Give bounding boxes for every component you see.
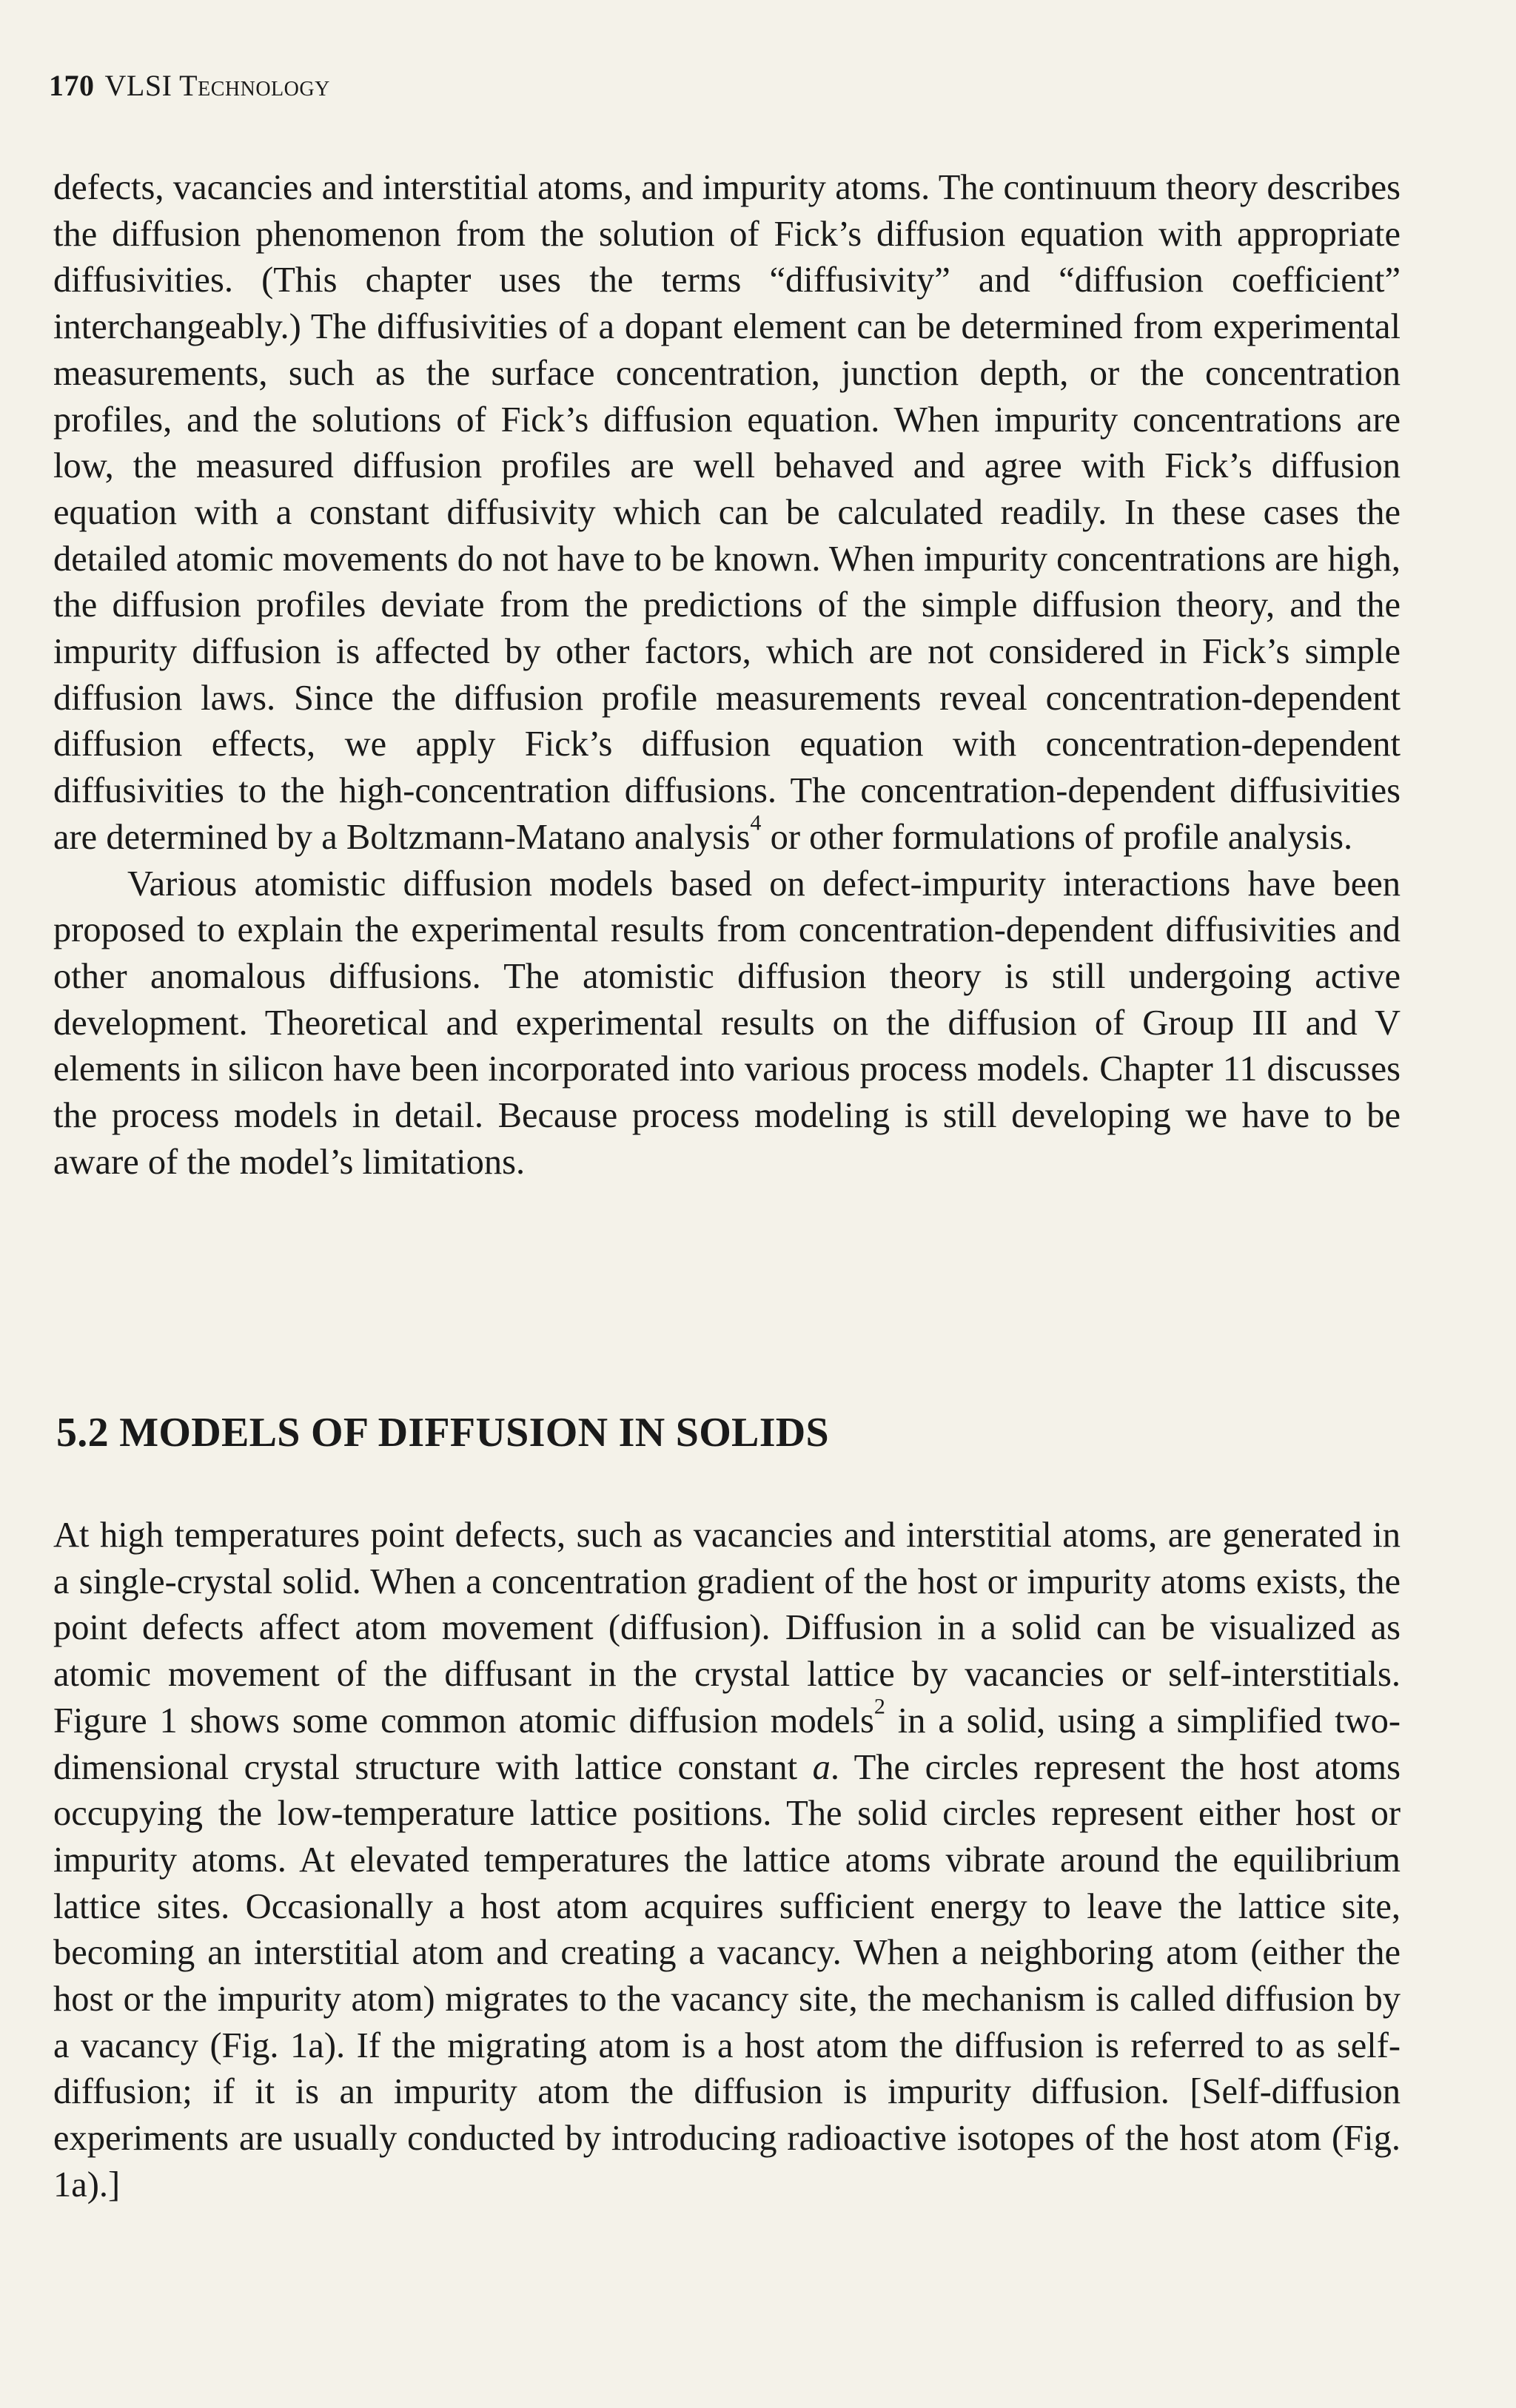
page-number: 170 <box>49 69 95 102</box>
section-text-block <box>53 1513 1401 2209</box>
section-paragraph-1-text: At high temperatures point defects, such as vacancies and interstitial atoms, are generated in a single-crystal solid. When a concentration gradient of the host or impurity atoms exists, the point defects affect atom movement (diffusion). Diffusion in a solid can be visualized as atomic movement of the diffusant in the crystal lattice by vacancies or self-interstitials. Figure 1 shows some common atomic diffusion models <box>53 1516 1401 1741</box>
footnote-ref-4: 4 <box>750 810 762 835</box>
section-paragraph-1-tail: . The circles represent the host atoms occupying the low-temperature lattice positions. The solid circles represent either host or impurity atoms. At elevated temperatures the lattice atoms vibrate around the equilibrium lattice sites. Occasionally a host atom acquires sufficient energy to leave the lattice site, becoming an interstitial atom and creating a vacancy. When a neighboring atom (either the host or the impurity atom) migrates to the vacancy site, the mechanism is called diffusion by a vacancy (Fig. 1a). If the migrating atom is a host atom the diffusion is referred to as self-diffusion; if it is an impurity atom the diffusion is impurity diffusion. [Self-diffusion experiments are usually conducted by introducing radioactive isotopes of the host atom (Fig. 1a).] <box>53 1747 1401 2204</box>
book-title: VLSI Technology <box>104 69 330 102</box>
intro-text-block <box>53 165 1401 1185</box>
section-heading: 5.2 MODELS OF DIFFUSION IN SOLIDS <box>56 1410 829 1456</box>
lattice-constant-symbol: a <box>812 1747 831 1787</box>
intro-paragraph-1 <box>53 165 1401 861</box>
running-head <box>49 68 330 103</box>
intro-paragraph-1-text: defects, vacancies and interstitial atoms, and impurity atoms. The continuum theory describes the diffusion phenomenon from the solution of Fick’s diffusion equation with appropriate diffusivities. (This chapter uses the terms “diffusivity” and “diffusion coefficient” interchangeably.) The diffusivities of a dopant element can be determined from experimental measurements, such as the surface concentration, junction depth, or the concentration profiles, and the solutions of Fick’s diffusion equation. When impurity concentrations are low, the measured diffusion profiles are well behaved and agree with Fick’s diffusion equation with a constant diffusivity which can be calculated readily. In these cases the detailed atomic movements do not have to be known. When impurity concentrations are high, the diffusion profiles deviate from the predictions of the simple diffusion theory, and the impurity diffusion is affected by other factors, which are not considered in Fick’s simple diffusion laws. Since the diffusion profile measurements reveal concentration-dependent diffusion effects, we apply Fick’s diffusion equation with concentration-dependent diffusivities to the high-concentration diffusions. The concentration-dependent diffusivities are determined by a Boltzmann-Matano analysis <box>53 168 1401 857</box>
section-paragraph-1-mid: in a solid, using a simplified two-dimensional crystal structure with lattice constant <box>53 1701 1401 1787</box>
footnote-ref-2: 2 <box>873 1693 885 1719</box>
intro-paragraph-1-tail: or other formulations of profile analysis. <box>761 817 1353 857</box>
section-paragraph-1 <box>53 1513 1401 2209</box>
intro-paragraph-2: Various atomistic diffusion models based on defect-impurity interactions have been proposed to explain the experimental results from concentration-dependent diffusivities and other anomalous diffusions. The atomistic diffusion theory is still undergoing active development. Theoretical and experimental results on the diffusion of Group III and V elements in silicon have been incorporated into various process models. Chapter 11 discusses the process models in detail. Because process modeling is still developing we have to be aware of the model’s limitations. <box>53 864 1401 1182</box>
